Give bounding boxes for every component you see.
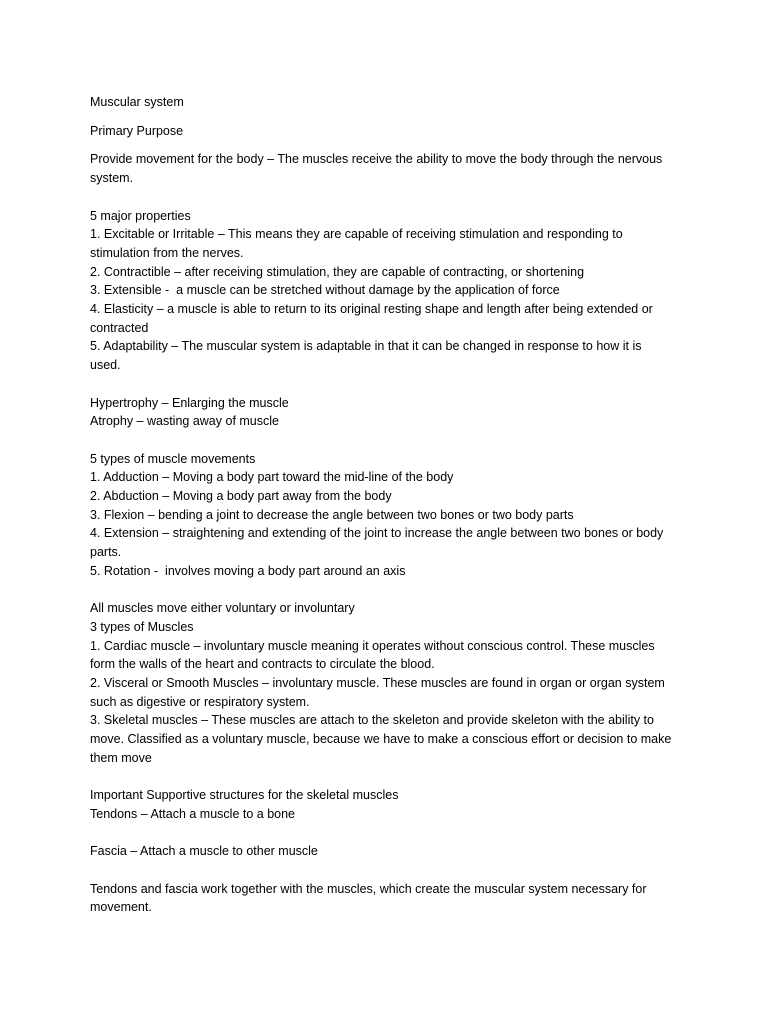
list-item: 1. Cardiac muscle – involuntary muscle meaning it operates without conscious control. These muscles [90,638,655,653]
list-item: 3. Flexion – bending a joint to decrease the angle between two bones or two body parts [90,507,574,522]
properties-section [90,207,690,375]
document-title [90,93,690,112]
section-heading: Important Supportive structures for the skeletal muscles [90,788,399,803]
list-item: Atrophy – wasting away of muscle [90,414,279,429]
paragraph-line: Tendons and fascia work together with the muscles, which create the muscular system necessary for [90,881,647,896]
muscle-types-section [90,599,690,767]
heading-line: Primary Purpose [90,123,184,138]
fascia-section [90,842,690,861]
section-heading: 5 types of muscle movements [90,451,256,466]
conclusion-section [90,880,690,917]
movements-section [90,450,690,581]
list-item-continuation: used. [90,358,121,373]
section-heading: 3 types of Muscles [90,619,194,634]
list-item: 3. Skeletal muscles – These muscles are attach to the skeleton and provide skeleton with the ability to [90,713,654,728]
paragraph-line: system. [90,171,134,186]
primary-purpose-heading [90,122,690,141]
supportive-section [90,786,690,823]
list-item: 2. Visceral or Smooth Muscles – involuntary muscle. These muscles are found in organ or organ system [90,676,665,691]
list-item: 5. Adaptability – The muscular system is adaptable in that it can be changed in response to how it is [90,339,642,354]
paragraph-line: Provide movement for the body – The muscles receive the ability to move the body through the nervous [90,152,663,167]
section-heading: 5 major properties [90,208,191,223]
list-item: 3. Extensible - a muscle can be stretched without damage by the application of force [90,283,560,298]
list-item: Tendons – Attach a muscle to a bone [90,806,295,821]
document-page [90,93,690,936]
list-item: 4. Elasticity – a muscle is able to return to its original resting shape and length after being extended or [90,302,653,317]
list-item: 4. Extension – straightening and extending of the joint to increase the angle between two bones or body [90,526,664,541]
list-item: 1. Excitable or Irritable – This means they are capable of receiving stimulation and responding to [90,227,623,242]
list-item-continuation: contracted [90,320,149,335]
list-item-continuation: form the walls of the heart and contracts to circulate the blood. [90,657,435,672]
title-line: Muscular system [90,95,184,109]
list-item: 2. Contractible – after receiving stimulation, they are capable of contracting, or shortening [90,264,585,279]
list-item: Fascia – Attach a muscle to other muscle [90,844,318,859]
size-changes-section [90,394,690,431]
list-item: 2. Abduction – Moving a body part away from the body [90,489,392,504]
list-item: Hypertrophy – Enlarging the muscle [90,395,289,410]
list-item-continuation: stimulation from the nerves. [90,245,244,260]
list-item-continuation: them move [90,750,152,765]
list-item: 5. Rotation - involves moving a body part around an axis [90,563,406,578]
list-item-continuation: such as digestive or respiratory system. [90,694,310,709]
purpose-paragraph [90,150,690,187]
paragraph-line: movement. [90,900,152,915]
list-item: 1. Adduction – Moving a body part toward the mid-line of the body [90,470,454,485]
list-item-continuation: move. Classified as a voluntary muscle, because we have to make a conscious effort or decision to make [90,732,672,747]
paragraph-line: All muscles move either voluntary or involuntary [90,601,355,616]
list-item-continuation: parts. [90,545,122,560]
